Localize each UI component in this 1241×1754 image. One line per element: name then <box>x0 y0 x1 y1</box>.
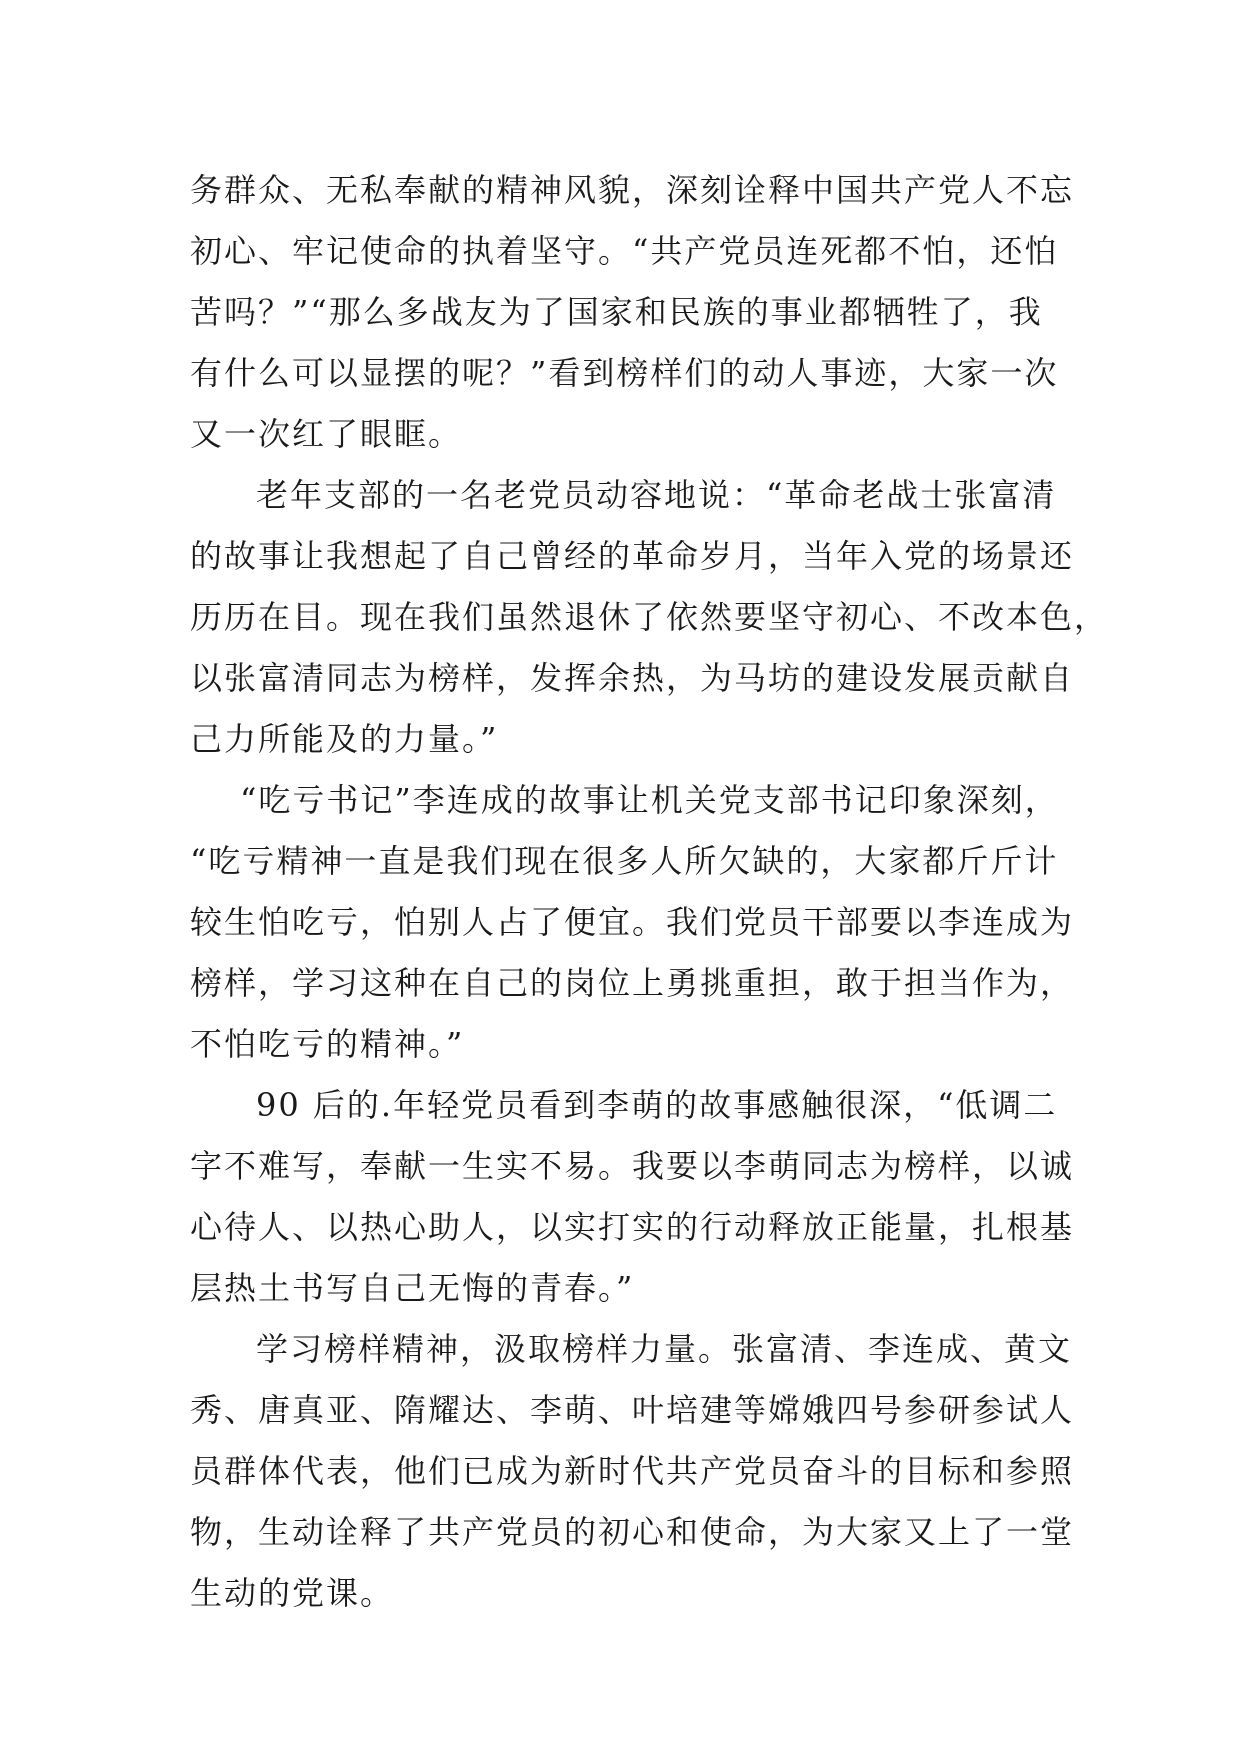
text-line: 初心、牢记使命的执着坚守。“共产党员连死都不怕，还怕 <box>190 232 1059 270</box>
text-line: 以张富清同志为榜样，发挥余热，为马坊的建设发展贡献自 <box>190 659 1075 697</box>
text-line: 90 后的.年轻党员看到李萌的故事感触很深，“低调二 <box>256 1086 1058 1124</box>
text-line: 历历在目。现在我们虽然退休了依然要坚守初心、不改本色， <box>190 598 1109 636</box>
text-line: “吃亏精神一直是我们现在很多人所欠缺的，大家都斤斤计 <box>190 842 1059 880</box>
text-line: 老年支部的一名老党员动容地说：“革命老战士张富清 <box>256 476 1057 514</box>
text-line: 不怕吃亏的精神。” <box>190 1025 465 1063</box>
text-line: 员群体代表，他们已成为新时代共产党员奋斗的目标和参照 <box>190 1452 1075 1490</box>
text-line: “吃亏书记”李连成的故事让机关党支部书记印象深刻， <box>240 781 1059 819</box>
text-line: 己力所能及的力量。” <box>190 720 499 758</box>
text-line: 榜样，学习这种在自己的岗位上勇挑重担，敢于担当作为， <box>190 964 1075 1002</box>
text-line: 有什么可以显摆的呢？”看到榜样们的动人事迹，大家一次 <box>190 354 1059 392</box>
text-line: 物，生动诠释了共产党员的初心和使命，为大家又上了一堂 <box>190 1513 1075 1551</box>
paragraph-2 <box>190 465 1109 770</box>
paragraph-3 <box>190 770 1075 1075</box>
text-line: 心待人、以热心助人，以实打实的行动释放正能量，扎根基 <box>190 1208 1075 1246</box>
text-line: 字不难写，奉献一生实不易。我要以李萌同志为榜样，以诚 <box>190 1147 1075 1185</box>
text-line: 务群众、无私奉献的精神风貌，深刻诠释中国共产党人不忘 <box>190 171 1075 209</box>
paragraph-1 <box>190 160 1075 465</box>
text-line: 苦吗？”“那么多战友为了国家和民族的事业都牺牲了，我 <box>190 293 1043 331</box>
paragraph-4 <box>190 1075 1075 1319</box>
text-line: 的故事让我想起了自己曾经的革命岁月，当年入党的场景还 <box>190 537 1075 575</box>
text-line: 学习榜样精神，汲取榜样力量。张富清、李连成、黄文 <box>256 1330 1073 1368</box>
text-line: 层热土书写自己无悔的青春。” <box>190 1269 635 1307</box>
paragraph-5 <box>190 1319 1075 1624</box>
text-line: 较生怕吃亏，怕别人占了便宜。我们党员干部要以李连成为 <box>190 903 1075 941</box>
text-line: 又一次红了眼眶。 <box>190 415 463 453</box>
document-body <box>190 160 1109 1624</box>
text-line: 秀、唐真亚、隋耀达、李萌、叶培建等嫦娥四号参研参试人 <box>190 1391 1075 1429</box>
text-line: 生动的党课。 <box>190 1574 395 1612</box>
